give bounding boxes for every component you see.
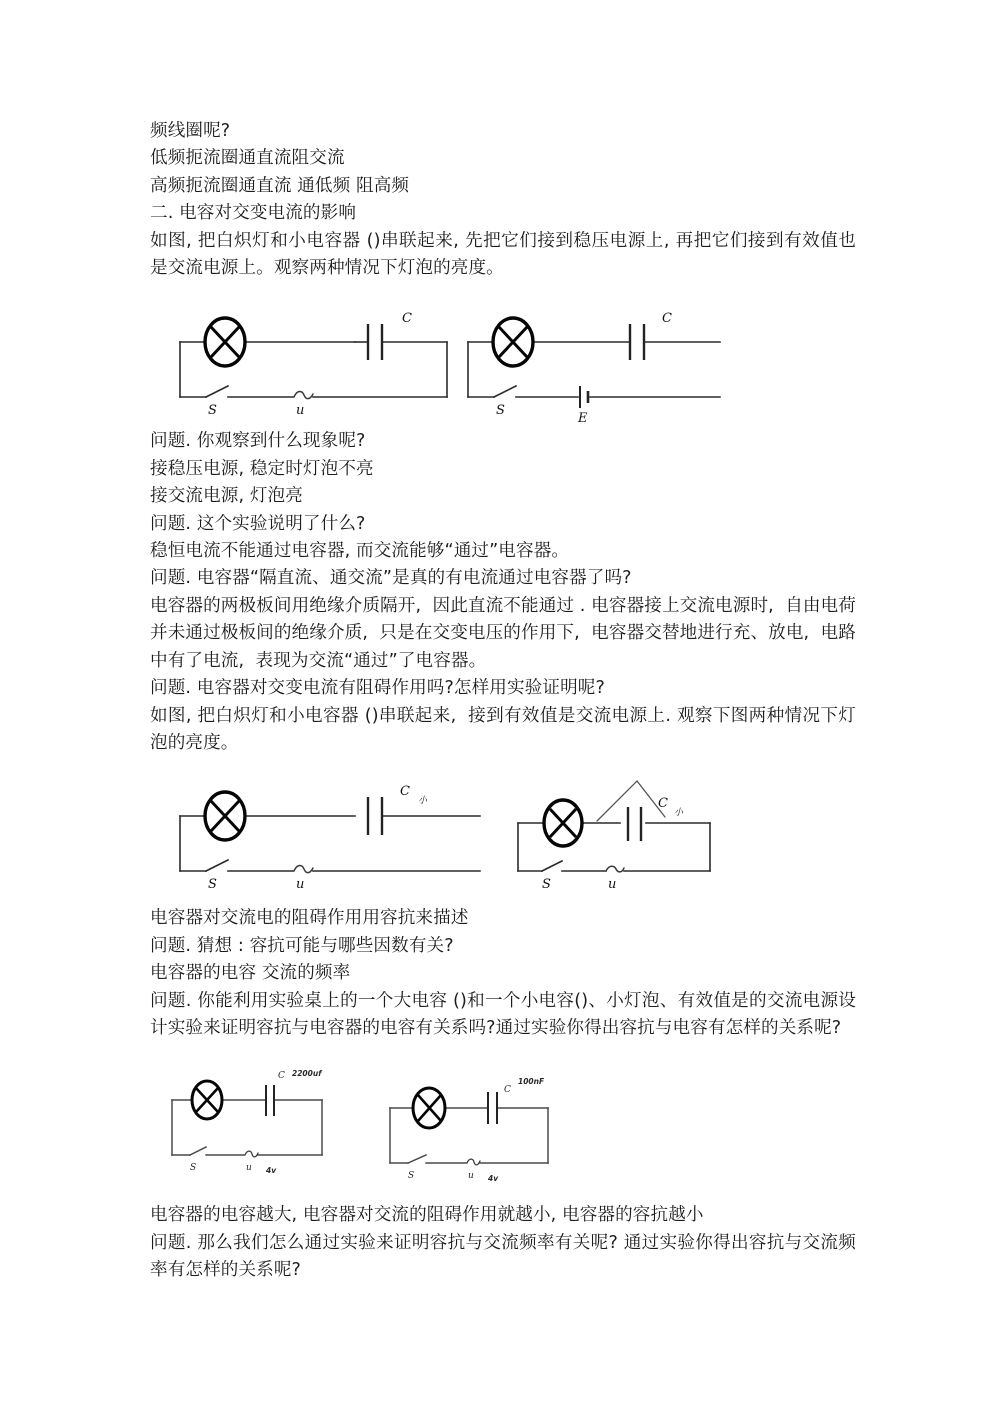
circuit-figure-3a xyxy=(172,1069,323,1175)
lamp-icon xyxy=(205,792,245,840)
switch-icon xyxy=(494,386,516,397)
switch-icon xyxy=(190,1147,206,1155)
paragraph-3: 高频扼流圈通直流 通低频 阻高频 xyxy=(150,175,410,196)
paragraph-18: 问题. 你能利用实验桌上的一个大电容 ()和一个小电容()、小灯泡、有效值是的交流电源设计实验来证明容抗与电容器的电容有关系吗?通过实验你得出容抗与电容有怎样的关系呢? xyxy=(150,990,856,1038)
source-label: u xyxy=(608,877,617,893)
ac-source-icon xyxy=(294,866,313,873)
paragraph-9: 问题. 这个实验说明了什么? xyxy=(150,513,366,534)
paragraph-2: 低频扼流圈通直流阻交流 xyxy=(150,148,345,169)
lamp-icon xyxy=(413,1088,445,1128)
figure-row-1 xyxy=(150,302,856,427)
capacitance-value: 2200uf xyxy=(292,1069,322,1079)
capacitor-sublabel: 小 xyxy=(674,808,684,819)
capacitor-sublabel: 小 xyxy=(418,796,428,807)
voltage-label: 4v xyxy=(266,1166,277,1176)
figure-row-3 xyxy=(150,1060,856,1184)
paragraph-14: 如图, 把白炽灯和小电容器 ()串联起来, 接到有效值是交流电源上. 观察下图两种情况下灯泡的亮度。 xyxy=(150,705,856,753)
capacitor-label: C xyxy=(402,311,412,327)
switch-label: S xyxy=(208,403,217,419)
document-content xyxy=(150,118,856,1285)
circuit-figure-2a xyxy=(180,784,480,892)
switch-label: S xyxy=(496,403,505,419)
paragraph-5: 如图, 把白炽灯和小电容器 ()串联起来, 先把它们接到稳压电源上, 再把它们接到有效值也是交流电源上。观察两种情况下灯泡的亮度。 xyxy=(150,230,856,279)
battery-icon xyxy=(580,386,588,408)
source-label: u xyxy=(468,1171,474,1182)
figure-row-2 xyxy=(150,771,856,893)
paragraph-20: 问题. 那么我们怎么通过实验来证明容抗与交流频率有关呢? 通过实验你得出容抗与交流频率有怎样的关系呢? xyxy=(150,1232,856,1281)
paragraph-19: 电容器的电容越大, 电容器对交流的阻碍作用就越小, 电容器的容抗越小 xyxy=(150,1205,704,1226)
paragraph-16: 问题. 猜想 : 容抗可能与哪些因数有关? xyxy=(150,935,454,956)
paragraph-7: 接稳压电源, 稳定时灯泡不亮 xyxy=(150,458,374,479)
circuit-figure-2b xyxy=(518,781,710,892)
circuit-diagrams-row-1 xyxy=(150,302,856,427)
paragraph-10: 稳恒电流不能通过电容器, 而交流能够“通过”电容器。 xyxy=(150,541,570,562)
paragraph-11: 问题. 电容器“隔直流、通交流”是真的有电流通过电容器了吗? xyxy=(150,568,632,589)
switch-label: S xyxy=(542,877,551,893)
switch-label: S xyxy=(190,1163,197,1174)
paragraph-12: 电容器的两极板间用绝缘介质隔开, 因此直流不能通过 . 电容器接上交流电源时, 自由电荷并未通过极板间的绝缘介质, 只是在交变电压的作用下, 电容器交替地进行充、放电, 电路中有了电流, 表现为交流“通过”了电容器。 xyxy=(150,595,856,671)
circuit-diagrams-row-3 xyxy=(150,1060,856,1184)
switch-label: S xyxy=(208,877,217,893)
circuit-figure-1a xyxy=(180,311,447,418)
circuit-figure-1b xyxy=(468,311,720,426)
lamp-icon xyxy=(192,1081,222,1119)
capacitor-icon xyxy=(266,1085,274,1116)
paragraph-13: 问题. 电容器对交变电流有阻碍作用吗?怎样用实验证明呢? xyxy=(150,678,605,699)
ac-source-icon xyxy=(245,1151,258,1157)
paragraph-17: 电容器的电容 交流的频率 xyxy=(150,963,351,984)
source-label: u xyxy=(246,1163,252,1174)
capacitor-label: C xyxy=(658,796,668,812)
source-label: E xyxy=(578,411,588,427)
switch-icon xyxy=(206,860,228,871)
switch-label: S xyxy=(408,1171,415,1182)
source-label: u xyxy=(296,403,305,419)
paragraph-6: 问题. 你观察到什么现象呢? xyxy=(150,431,366,452)
lamp-icon xyxy=(544,800,582,846)
capacitor-label: C xyxy=(504,1085,511,1096)
source-label: u xyxy=(296,877,305,893)
ac-source-icon xyxy=(294,392,313,399)
paragraph-8: 接交流电源, 灯泡亮 xyxy=(150,486,303,507)
lamp-icon xyxy=(493,318,533,366)
switch-icon xyxy=(542,861,562,871)
capacitor-label: C xyxy=(278,1071,285,1082)
capacitor-label: C xyxy=(400,784,410,800)
switch-icon xyxy=(408,1155,426,1163)
section-heading-2: 二. 电容对交变电流的影响 xyxy=(150,203,357,224)
capacitor-icon xyxy=(630,324,644,360)
paragraph-15: 电容器对交流电的阻碍作用用容抗来描述 xyxy=(150,908,469,929)
capacitor-label: C xyxy=(662,311,672,327)
circuit-diagrams-row-2 xyxy=(150,771,856,893)
ac-source-icon xyxy=(606,867,624,873)
capacitor-icon xyxy=(368,324,382,360)
capacitor-icon xyxy=(488,1092,497,1124)
capacitor-icon xyxy=(628,807,641,841)
circuit-figure-3b xyxy=(390,1077,548,1183)
voltage-label: 4v xyxy=(488,1174,499,1184)
lamp-icon xyxy=(205,318,245,366)
capacitor-icon xyxy=(368,797,382,835)
ac-source-icon xyxy=(467,1159,480,1165)
shorting-wire xyxy=(597,781,665,821)
switch-icon xyxy=(206,386,228,397)
capacitance-value: 100nF xyxy=(518,1077,545,1087)
paragraph-1: 频线圈呢? xyxy=(150,121,231,141)
